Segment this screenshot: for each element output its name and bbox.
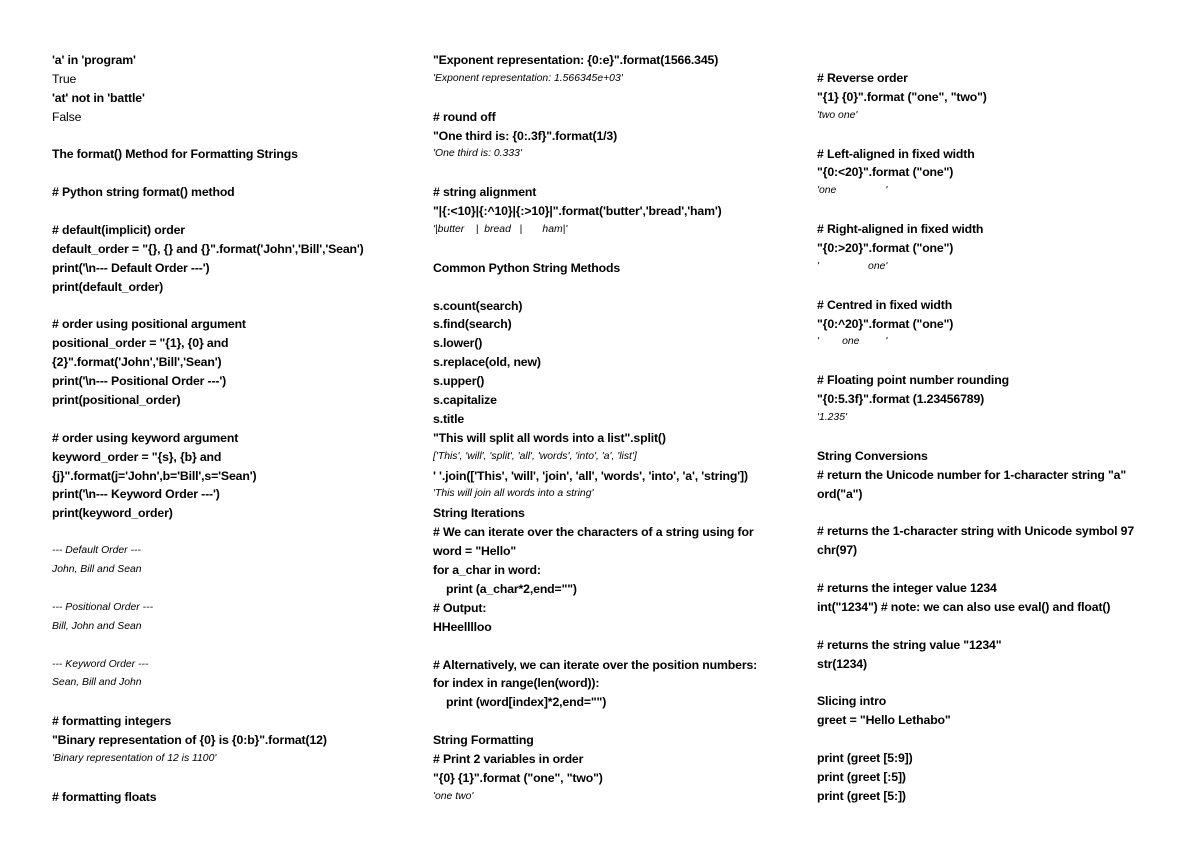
code-line: "{0:^20}".format ("one") (817, 316, 954, 331)
output-line: 'One third is: 0.333' (433, 148, 522, 160)
blank-line (52, 297, 422, 316)
code-line: # returns the 1-character string with Unicode symbol 97 (817, 524, 1135, 539)
code-line: s.lower() (433, 336, 483, 351)
code-line: print('\n--- Positional Order ---') (52, 374, 227, 389)
code-line: # Output: (433, 600, 487, 615)
blank-line (52, 202, 422, 221)
code-line: default_order = "{}, {} and {}".format('John','Bill','Sean') (52, 241, 364, 256)
code-line: {2}".format('John','Bill','Sean') (52, 355, 222, 370)
code-line: # Python string format() method (52, 185, 235, 200)
code-line: 'at' not in 'battle' (52, 90, 145, 105)
output-line: 'Binary representation of 12 is 1100' (52, 752, 217, 764)
output-line: --- Positional Order --- (52, 601, 154, 613)
blank-line (433, 89, 803, 108)
code-line: "{0:>20}".format ("one") (817, 241, 954, 256)
code-line: print (a_char*2,end="") (446, 581, 577, 596)
code-line: # Print 2 variables in order (433, 751, 584, 766)
output-line: 'two one' (817, 109, 858, 121)
code-line: # Alternatively, we can iterate over the position numbers: (433, 657, 758, 672)
code-line: "Exponent representation: {0:e}".format(1566.345) (433, 53, 719, 67)
code-line: s.capitalize (433, 393, 497, 408)
blank-line (433, 240, 803, 259)
code-line: # string alignment (433, 185, 537, 200)
code-line: print(default_order) (52, 279, 164, 294)
code-line: # Right-aligned in fixed width (817, 222, 984, 237)
column-right (817, 69, 1187, 806)
code-line: print (greet [5:]) (817, 788, 906, 803)
text-line: False (52, 109, 82, 124)
output-line: Bill, John and Sean (52, 620, 142, 632)
code-line: # default(implicit) order (52, 223, 185, 238)
output-line: 'one ' (817, 185, 888, 197)
output-line: ' one ' (817, 336, 888, 348)
code-line: Common Python String Methods (433, 260, 621, 275)
code-line: "{1} {0}".format ("one", "two") (817, 89, 987, 104)
blank-line (817, 730, 1187, 749)
code-line: "|{:<10}|{:^10}|{:>10}|".format('butter','bread','ham') (433, 204, 722, 219)
blank-line (817, 126, 1187, 145)
code-line: for a_char in word: (433, 563, 541, 578)
blank-line (817, 560, 1187, 579)
blank-line (817, 201, 1187, 220)
code-line: String Iterations (433, 506, 525, 521)
code-line: # order using keyword argument (52, 430, 239, 445)
blank-line (817, 428, 1187, 447)
code-line: ord("a") (817, 486, 863, 501)
code-line: # formatting floats (52, 789, 157, 804)
blank-line (817, 674, 1187, 693)
output-line: --- Default Order --- (52, 545, 141, 557)
blank-line (433, 637, 803, 656)
code-line: String Formatting (433, 733, 534, 748)
blank-line (52, 164, 422, 183)
code-line: # Reverse order (817, 71, 908, 85)
code-line: word = "Hello" (433, 544, 517, 559)
text-line: True (52, 71, 77, 86)
code-line: print (word[index]*2,end="") (446, 695, 607, 710)
code-line: "{0:<20}".format ("one") (817, 165, 954, 180)
code-line: print('\n--- Keyword Order ---') (52, 487, 220, 502)
column-left (52, 51, 422, 807)
blank-line (433, 712, 803, 731)
code-line: print(positional_order) (52, 393, 181, 408)
code-line: # Floating point number rounding (817, 373, 1009, 388)
code-line: # Centred in fixed width (817, 297, 953, 312)
code-line: chr(97) (817, 543, 857, 558)
column-middle (433, 51, 803, 807)
output-line: '1.235' (817, 412, 847, 424)
blank-line (817, 617, 1187, 636)
code-line: The format() Method for Formatting Strings (52, 147, 298, 162)
code-line: s.replace(old, new) (433, 355, 541, 370)
code-line: str(1234) (817, 656, 867, 671)
blank-line (52, 769, 422, 788)
code-line: "This will split all words into a list".split() (433, 430, 666, 445)
code-line: print (greet [:5]) (817, 769, 906, 784)
code-line: "One third is: {0:.3f}".format(1/3) (433, 128, 618, 143)
output-line: '|butter | bread | ham|' (433, 224, 568, 236)
code-line: print(keyword_order) (52, 506, 173, 521)
code-line: s.upper() (433, 374, 485, 389)
code-line: positional_order = "{1}, {0} and (52, 336, 229, 351)
code-line: ' '.join(['This', 'will', 'join', 'all', 'words', 'into', 'a', 'string']) (433, 468, 748, 483)
blank-line (52, 580, 422, 599)
output-line: 'This will join all words into a string' (433, 488, 594, 500)
blank-line (52, 693, 422, 712)
code-line: # round off (433, 109, 496, 124)
output-line: 'Exponent representation: 1.566345e+03' (433, 72, 623, 84)
code-line: # returns the string value "1234" (817, 637, 1002, 652)
code-line: # returns the integer value 1234 (817, 581, 997, 596)
code-line: s.find(search) (433, 317, 512, 332)
code-line: s.count(search) (433, 298, 523, 313)
output-line: ['This', 'will', 'split', 'all', 'words', 'into', 'a', 'list'] (433, 450, 637, 462)
code-line: "{0:5.3f}".format (1.23456789) (817, 392, 985, 407)
blank-line (817, 352, 1187, 371)
blank-line (817, 277, 1187, 296)
blank-line (433, 164, 803, 183)
code-line: Slicing intro (817, 694, 887, 709)
code-line: # order using positional argument (52, 317, 246, 332)
code-line: {j}".format(j='John',b='Bill',s='Sean') (52, 468, 257, 483)
blank-line (52, 127, 422, 146)
code-line: HHeellllоо (433, 619, 492, 634)
code-line: print('\n--- Default Order ---') (52, 260, 210, 275)
output-line: Sean, Bill and John (52, 677, 142, 689)
output-line: John, Bill and Sean (52, 564, 142, 576)
blank-line (817, 503, 1187, 522)
blank-line (52, 410, 422, 429)
code-line: # Left-aligned in fixed width (817, 146, 975, 161)
code-line: for index in range(len(word)): (433, 676, 600, 691)
code-line: "Binary representation of {0} is {0:b}".format(12) (52, 733, 327, 748)
code-line: String Conversions (817, 448, 928, 463)
output-line: ' one' (817, 260, 888, 272)
output-line: 'one two' (433, 790, 474, 802)
blank-line (52, 523, 422, 542)
code-line: # formatting integers (52, 714, 172, 729)
output-line: --- Keyword Order --- (52, 658, 149, 670)
blank-line (433, 278, 803, 297)
code-line: "{0} {1}".format ("one", "two") (433, 770, 603, 785)
code-line: int("1234") # note: we can also use eval() and float() (817, 599, 1111, 614)
code-line: 'a' in 'program' (52, 53, 136, 67)
code-line: # return the Unicode number for 1-character string "a" (817, 467, 1127, 482)
code-line: print (greet [5:9]) (817, 751, 913, 766)
code-line: keyword_order = "{s}, {b} and (52, 449, 222, 464)
code-line: s.title (433, 411, 465, 426)
code-line: greet = "Hello Lethabo" (817, 713, 951, 728)
code-line: # We can iterate over the characters of a string using for (433, 525, 754, 540)
blank-line (52, 637, 422, 656)
